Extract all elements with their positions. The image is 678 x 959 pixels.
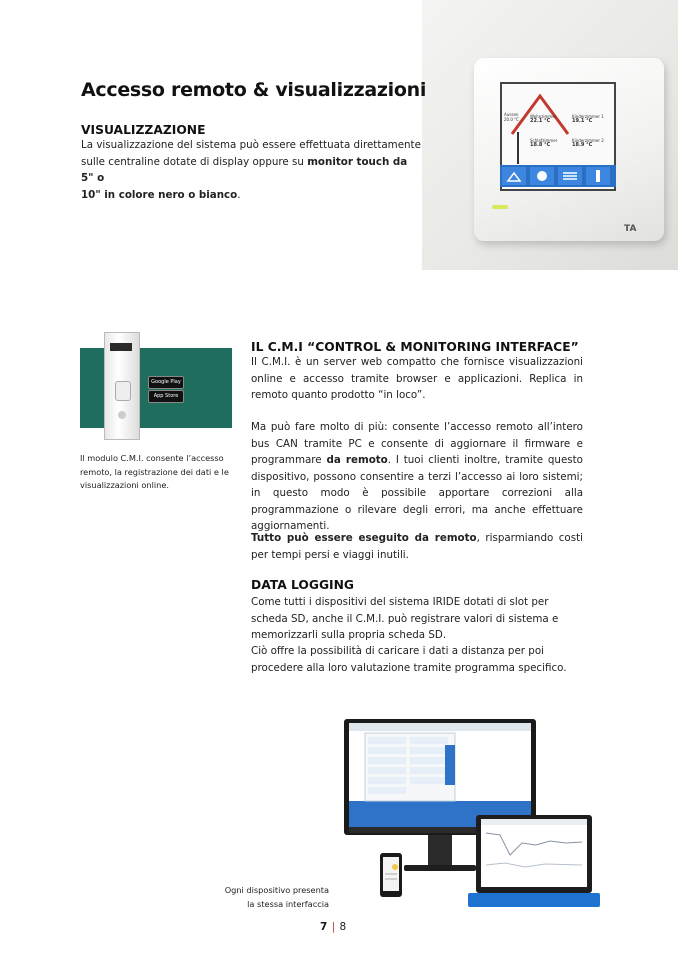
vis-line-3: 10" in colore nero o bianco.: [81, 188, 241, 201]
datalogging-paragraph-1: Come tutti i dispositivi del sistema IRIDE dotati di slot per scheda SD, anche il C.M.I. può registrare valori di sistema e memorizzarli sulla propria scheda SD.: [251, 596, 559, 641]
bottom-caption: [215, 884, 329, 911]
google-play-badge: Google Play: [148, 376, 184, 389]
cmi-din-module: [104, 332, 140, 440]
room-2: Kinderzimmer 1 19.1 °C: [572, 114, 604, 124]
device-caption: Il modulo C.M.I. consente l’accesso remoto, la registrazione dei dati e le visualizzazioni online.: [80, 453, 229, 490]
room-3: Schlafzimmer 18.8 °C: [530, 138, 558, 148]
visualizzazione-text: [81, 137, 421, 203]
brand-logo: TA: [624, 224, 637, 234]
cmi-paragraph-3: Tutto può essere eseguito da remoto, risparmiando costi per tempi persi e viaggi inutili.: [251, 532, 583, 561]
section-heading-cmi: IL C.M.I “CONTROL & MONITORING INTERFACE”: [251, 340, 579, 354]
section-heading-data-logging: DATA LOGGING: [251, 578, 354, 592]
page-current: 7: [320, 921, 328, 933]
devices-illustration: [340, 715, 605, 910]
page-title: Accesso remoto & visualizzazioni: [81, 79, 427, 101]
page-next: 8: [339, 921, 347, 933]
status-led: [492, 205, 508, 209]
app-store-badge: App Store: [148, 390, 184, 403]
cmi-paragraph-1: Il C.M.I. è un server web compatto che fornisce visualizzazioni online e accesso tramite browser e applicazioni. Replica in remoto quanto prodotto “in loco”.: [251, 356, 583, 401]
page-separator: |: [331, 921, 336, 933]
outside-temp: Aussen 20.0 °C: [504, 112, 519, 122]
cmi-paragraph-2: Ma può fare molto di più: consente l’accesso remoto all’intero bus CAN tramite PC e consente di aggiornare il firmware e programmare da remoto. I tuoi clienti inoltre, tramite questo dispositivo, possono consentire a terzi l’accesso ai loro sistemi; in questo modo è possibile apportare correzioni alla programmazione o rilevare degli errori, ma anche effettuare aggiornamenti.: [251, 421, 583, 532]
page-number: [320, 921, 346, 933]
datalogging-paragraph-2: Ciò offre la possibilità di caricare i dati a distanza per poi procedere alla loro valutazione tramite programma specifico.: [251, 645, 567, 674]
room-4: Kinderzimmer 2 18.9 °C: [572, 138, 604, 148]
room-1: Wohnzimmer 22.1 °C: [530, 114, 557, 124]
bottom-caption-line-1: Ogni dispositivo presenta: [224, 885, 329, 895]
thermostat-nav-bar: [500, 165, 616, 187]
vis-line-2: sulle centraline dotate di display oppure su monitor touch da 5" o: [81, 155, 408, 184]
section-heading-visualizzazione: VISUALIZZAZIONE: [81, 123, 206, 137]
bottom-caption-line-2: la stessa interfaccia: [247, 898, 329, 909]
vis-line-1: La visualizzazione del sistema può essere effettuata direttamente: [81, 139, 421, 151]
